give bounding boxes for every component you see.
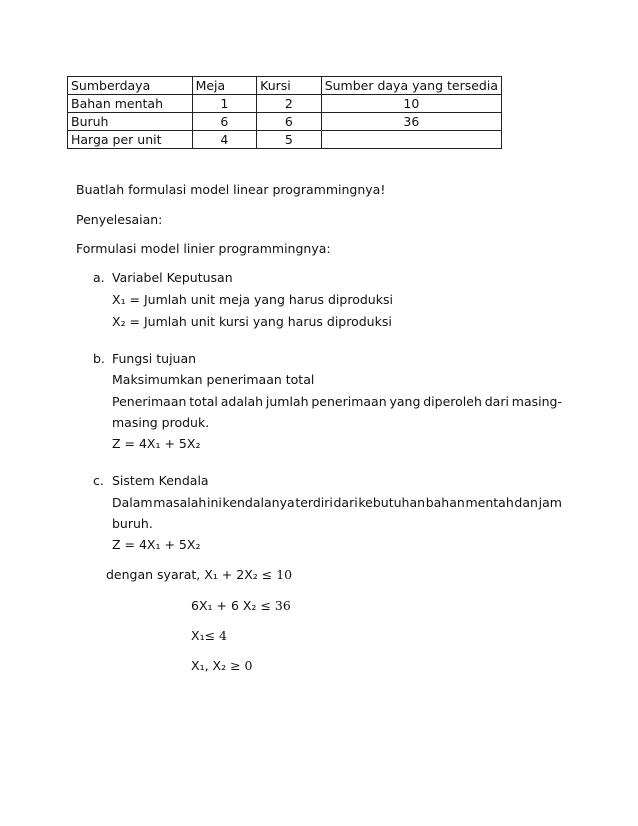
resource-table: [67, 76, 502, 149]
word: Penerimaan: [112, 394, 187, 409]
word: diperoleh: [423, 394, 482, 409]
section-b-title: Fungsi tujuan: [112, 351, 197, 366]
prompt-text: Buatlah formulasi model linear programmingnya!: [76, 182, 386, 197]
constraint-3-rhs: ≤ 4: [204, 628, 227, 643]
constraint-2-lhs: 6X₁ + 6 X₂: [191, 598, 257, 613]
table-header-cell: Sumber daya yang tersedia: [321, 77, 501, 95]
table-row: [68, 95, 502, 113]
section-c-marker: c.: [93, 473, 104, 488]
constraint-3-lhs: X₁: [191, 628, 205, 643]
constraint-2-rhs: ≤ 36: [260, 598, 291, 613]
word: dan: [514, 495, 538, 510]
table-cell: 10: [321, 95, 501, 113]
word: dari: [484, 394, 509, 409]
table-cell: 4: [192, 131, 257, 149]
word: jumlah: [265, 394, 309, 409]
table-row: [68, 113, 502, 131]
objective-explanation-line: [112, 393, 562, 411]
word: Dalam: [112, 495, 153, 510]
table-header-row: [68, 77, 502, 95]
table-cell: 6: [192, 113, 257, 131]
word: penerimaan: [311, 394, 387, 409]
table-header-cell: Sumberdaya: [68, 77, 193, 95]
word: adalah: [220, 394, 264, 409]
word: bahan: [425, 495, 465, 510]
constraint-1: [106, 566, 292, 584]
constraint-1-rhs: ≤ 10: [261, 567, 293, 582]
word: masing-: [511, 394, 562, 409]
word: total: [189, 394, 218, 409]
table-cell: 5: [257, 131, 322, 149]
word: kebutuhan: [358, 495, 426, 510]
table-cell: Buruh: [68, 113, 193, 131]
word: yang: [389, 394, 421, 409]
word: ini: [207, 495, 222, 510]
formulasi-title: Formulasi model linier programmingnya:: [76, 241, 331, 256]
constraint-1-lhs: dengan syarat, X₁ + 2X₂: [106, 567, 258, 582]
objective-explanation-end: masing produk.: [112, 415, 210, 430]
x1-definition: X₁ = Jumlah unit meja yang harus diproduksi: [112, 292, 393, 307]
constraint-4-rhs: ≥ 0: [230, 658, 253, 673]
word: kendalanya: [222, 495, 295, 510]
section-c-title: Sistem Kendala: [112, 473, 209, 488]
constraint-formula: Z = 4X₁ + 5X₂: [112, 537, 201, 552]
constraint-explanation-line: [112, 494, 562, 512]
section-a-marker: a.: [93, 270, 105, 285]
table-cell: 1: [192, 95, 257, 113]
word: terdiri: [295, 495, 333, 510]
section-a-title: Variabel Keputusan: [112, 270, 233, 285]
table-header-cell: Meja: [192, 77, 257, 95]
table-cell: 36: [321, 113, 501, 131]
word: dari: [333, 495, 358, 510]
table-row: [68, 131, 502, 149]
constraint-4-lhs: X₁, X₂: [191, 658, 227, 673]
table-cell: 6: [257, 113, 322, 131]
constraint-explanation-end: buruh.: [112, 516, 153, 531]
table-cell: [321, 131, 501, 149]
objective-description: Maksimumkan penerimaan total: [112, 372, 315, 387]
table-header-cell: Kursi: [257, 77, 322, 95]
table-cell: 2: [257, 95, 322, 113]
constraint-2: [191, 597, 291, 615]
section-b-marker: b.: [93, 351, 105, 366]
word: masalah: [153, 495, 207, 510]
constraint-3: [191, 627, 227, 645]
word: jam: [538, 495, 562, 510]
constraint-4: [191, 657, 253, 675]
word: mentah: [465, 495, 514, 510]
objective-formula: Z = 4X₁ + 5X₂: [112, 436, 201, 451]
table-cell: Harga per unit: [68, 131, 193, 149]
table-cell: Bahan mentah: [68, 95, 193, 113]
x2-definition: X₂ = Jumlah unit kursi yang harus diproduksi: [112, 314, 392, 329]
penyelesaian-label: Penyelesaian:: [76, 212, 163, 227]
